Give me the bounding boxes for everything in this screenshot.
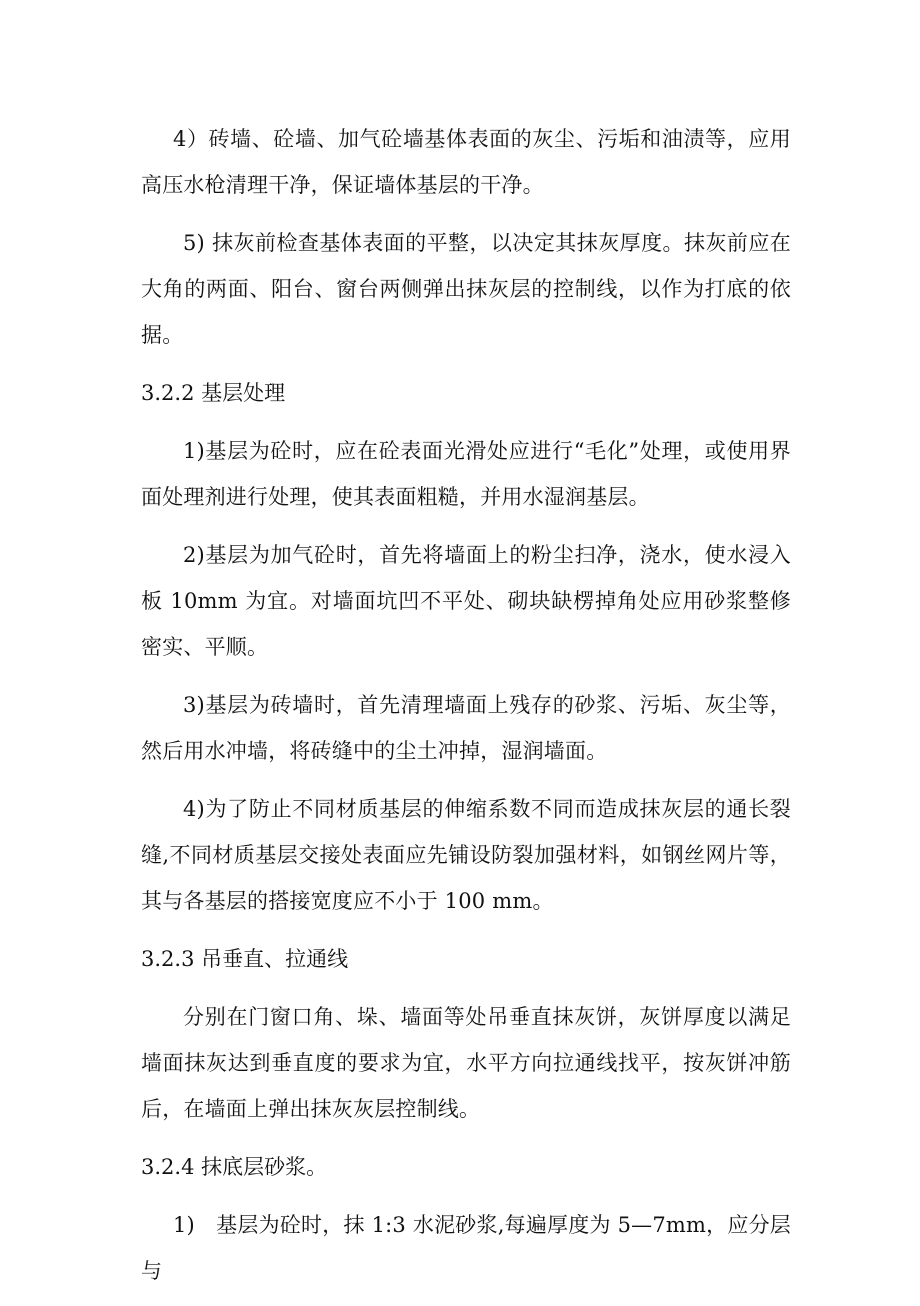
- paragraph-base-aerated-concrete: 2)基层为加气砼时，首先将墙面上的粉尘扫净，浇水，使水浸入板 10mm 为宜。对墙面坑凹不平处、砌块缺楞掉角处应用砂浆整修密实、平顺。: [141, 543, 791, 659]
- paragraph-base-concrete: 1)基层为砼时，应在砼表面光滑处应进行“毛化”处理，或使用界面处理剂进行处理，使其表面粗糙，并用水湿润基层。: [141, 439, 791, 509]
- section-heading-3-2-2: 3.2.2 基层处理: [141, 381, 286, 405]
- document-body: [141, 116, 791, 1306]
- paragraph-crack-prevention: 4)为了防止不同材质基层的伸缩系数不同而造成抹灰层的通长裂缝,不同材质基层交接处表面应先铺设防裂加强材料，如钢丝网片等，其与各基层的搭接宽度应不小于 100 mm。: [141, 797, 791, 913]
- paragraph-item-5-flatness-check: 5) 抹灰前检查基体表面的平整，以决定其抹灰厚度。抹灰前应在大角的两面、阳台、窗台两侧弹出抹灰层的控制线，以作为打底的依据。: [141, 231, 791, 347]
- paragraph-plumb-and-line: 分别在门窗口角、垛、墙面等处吊垂直抹灰饼，灰饼厚度以满足墙面抹灰达到垂直度的要求为宜，水平方向拉通线找平，按灰饼冲筋后，在墙面上弹出抹灰灰层控制线。: [141, 1005, 791, 1121]
- section-heading-3-2-3: 3.2.3 吊垂直、拉通线: [141, 947, 349, 971]
- paragraph-base-layer-mortar: 1) 基层为砼时，抹 1:3 水泥砂浆,每遍厚度为 5—7mm，应分层与: [141, 1213, 791, 1283]
- section-heading-3-2-4: 3.2.4 抹底层砂浆。: [141, 1155, 328, 1179]
- paragraph-base-brick-wall: 3)基层为砖墙时，首先清理墙面上残存的砂浆、污垢、灰尘等，然后用水冲墙，将砖缝中的尘土冲掉，湿润墙面。: [141, 693, 791, 763]
- paragraph-item-4-wall-cleaning: 4）砖墙、砼墙、加气砼墙基体表面的灰尘、污垢和油渍等，应用高压水枪清理干净，保证墙体基层的干净。: [141, 127, 791, 197]
